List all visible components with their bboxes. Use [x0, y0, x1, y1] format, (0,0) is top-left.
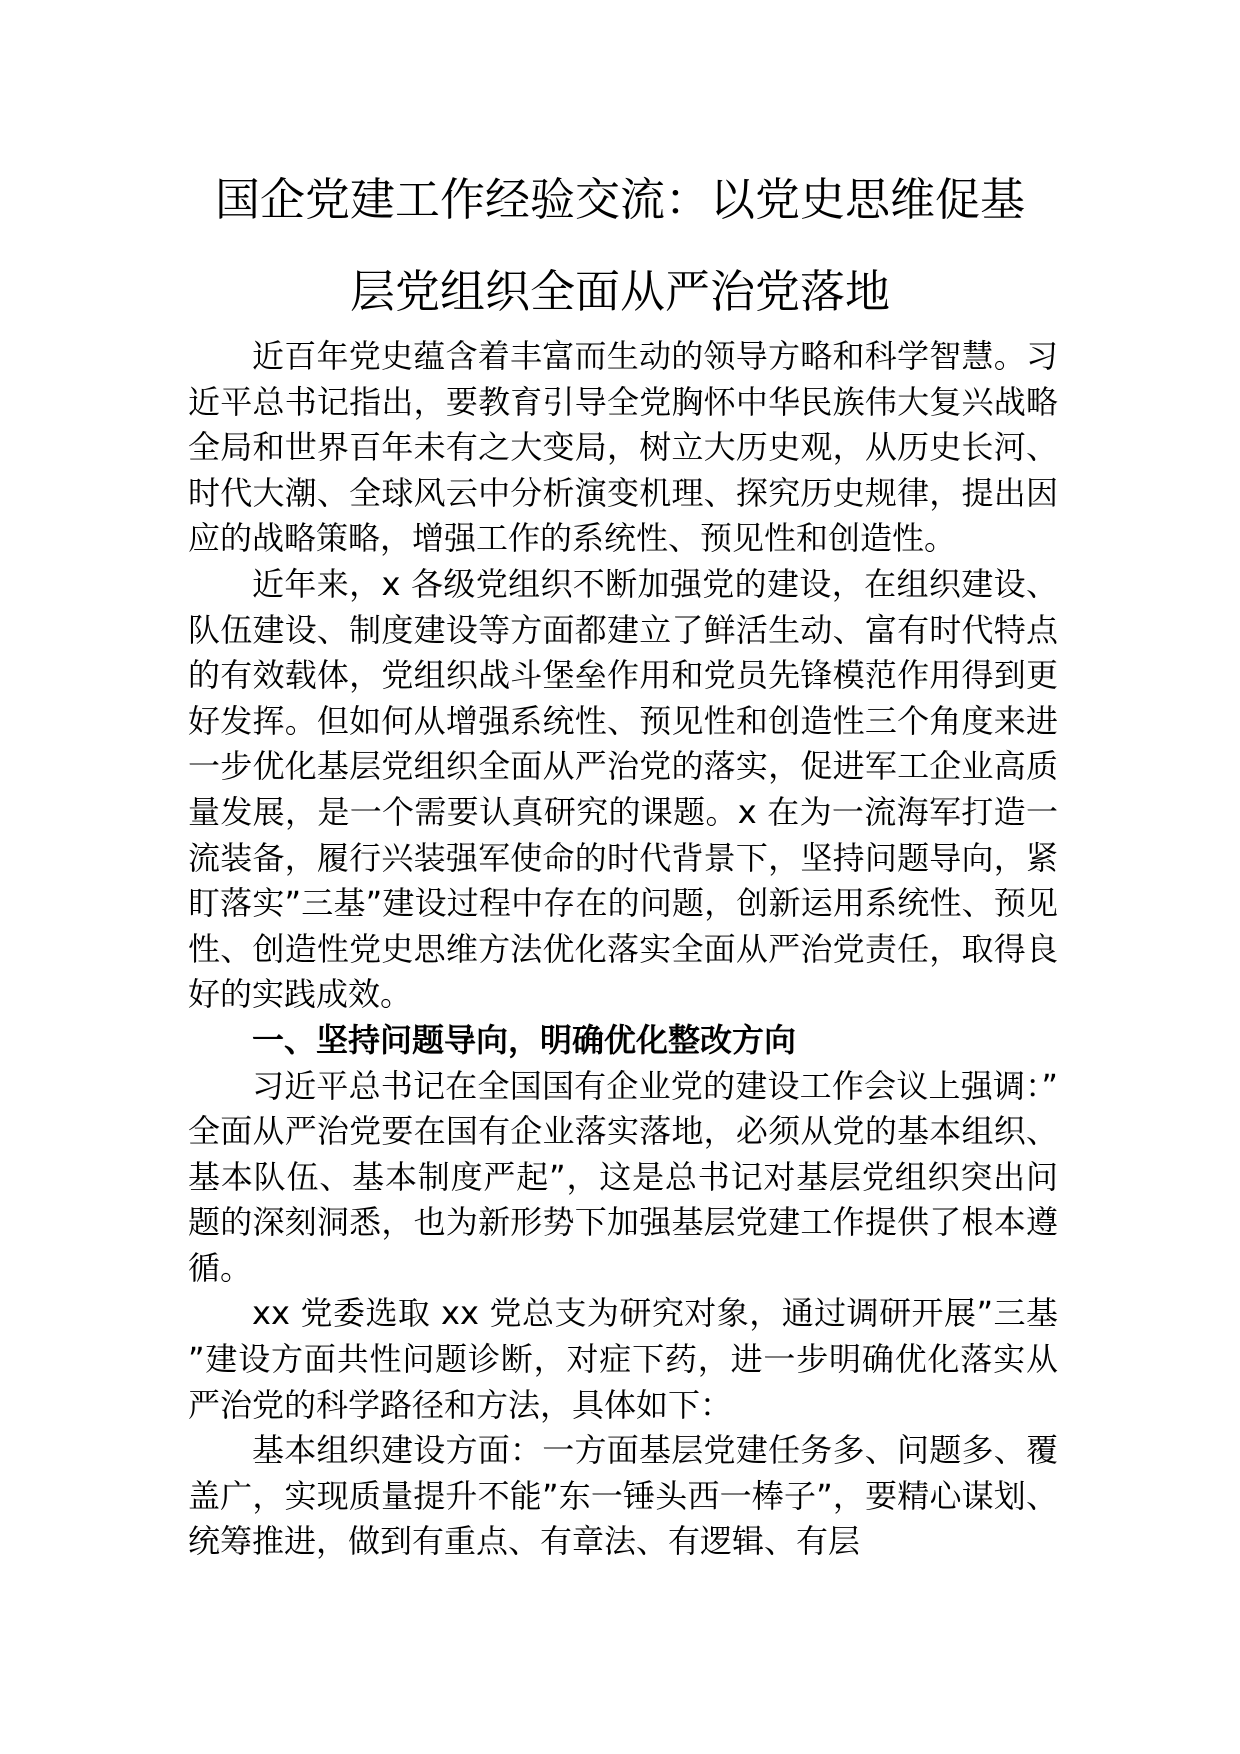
document-title-line-1: 国企党建工作经验交流：以党史思维促基	[214, 173, 1025, 226]
paragraph-background: 近年来，x 各级党组织不断加强党的建设，在组织建设、队伍建设、制度建设等方面都建立了鲜活生动、富有时代特点的有效载体，党组织战斗堡垒作用和党员先锋模范作用得到更好发挥。但如何从增强系统性、预见性和创造性三个角度来进一步优化基层党组织全面从严治党的落实，促进军工企业高质量发展，是一个需要认真研究的课题。x 在为一流海军打造一流装备，履行兴装强军使命的时代背景下，坚持问题导向，紧盯落实”三基”建设过程中存在的问题，创新运用系统性、预见性、创造性党史思维方法优化落实全面从严治党责任，取得良好的实践成效。	[188, 564, 1058, 1014]
paragraph-intro: 近百年党史蕴含着丰富而生动的领导方略和科学智慧。习近平总书记指出，要教育引导全党胸怀中华民族伟大复兴战略全局和世界百年未有之大变局，树立大历史观，从历史长河、时代大潮、全球风云中分析演变机理、探究历史规律，提出因应的战略策略，增强工作的系统性、预见性和创造性。	[188, 337, 1058, 558]
section-heading-1: 一、坚持问题导向，明确优化整改方向	[252, 1020, 797, 1059]
document-title-line-2: 层党组织全面从严治党落地	[349, 265, 890, 318]
paragraph-section-1-intro: 习近平总书记在全国国有企业党的建设工作会议上强调：”全面从严治党要在国有企业落实落地，必须从党的基本组织、基本队伍、基本制度严起”，这是总书记对基层党组织突出问题的深刻洞悉，也为新形势下加强基层党建工作提供了根本遵循。	[188, 1066, 1058, 1287]
paragraph-basic-organization: 基本组织建设方面：一方面基层党建任务多、问题多、覆盖广，实现质量提升不能”东一锤头西一棒子”，要精心谋划、统筹推进，做到有重点、有章法、有逻辑、有层	[188, 1431, 1058, 1561]
document-body	[188, 334, 1058, 1565]
paragraph-research-subject: xx 党委选取 xx 党总支为研究对象，通过调研开展”三基”建设方面共性问题诊断，对症下药，进一步明确优化落实从严治党的科学路径和方法，具体如下：	[188, 1294, 1058, 1424]
